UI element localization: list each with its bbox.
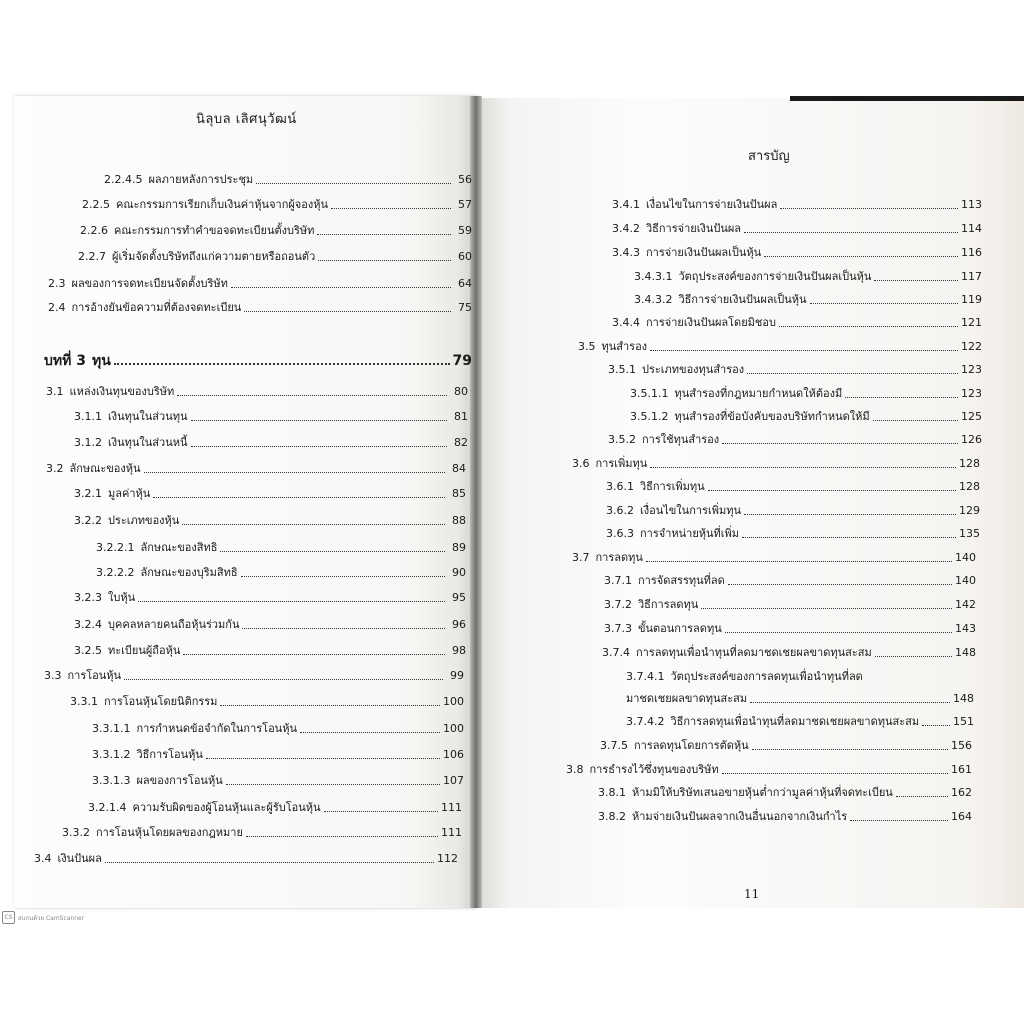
toc-entry-number: 3.8 xyxy=(566,763,584,776)
toc-entry-number: 3.2.2 xyxy=(74,514,102,527)
toc-entry-title: การจ่ายเงินปันผลเป็นหุ้น xyxy=(646,246,762,259)
toc-entry-title: วิธีการลดทุน xyxy=(638,598,699,611)
toc-entry xyxy=(598,780,972,800)
toc-entry-number: 3.2.2.1 xyxy=(96,541,135,554)
toc-entry-title: เงินทุนในส่วนทุน xyxy=(108,410,188,423)
toc-entry-title: ทะเบียนผู้ถือหุ้น xyxy=(108,644,181,657)
toc-entry-page: 82 xyxy=(454,436,468,449)
toc-entry-leader-dots xyxy=(241,575,445,577)
toc-entry-title: วิธีการลดทุนเพื่อนำทุนที่ลดมาชดเชยผลขาดทุนสะสม xyxy=(670,715,920,728)
toc-entry-title: การโอนหุ้นโดยนิติกรรม xyxy=(104,695,218,708)
toc-entry-title: มาชดเชยผลขาดทุนสะสม xyxy=(626,692,748,705)
toc-entry xyxy=(46,379,468,399)
toc-entry-page: 112 xyxy=(437,852,458,865)
toc-entry xyxy=(74,481,466,501)
toc-entry-title: ผลของการโอนหุ้น xyxy=(136,774,223,787)
toc-entry-title: การจัดสรรทุนที่ลด xyxy=(638,574,725,587)
toc-entry-leader-dots xyxy=(206,757,440,759)
toc-entry-page: 129 xyxy=(959,504,980,517)
toc-entry-page: 99 xyxy=(450,669,464,682)
toc-entry-number: 3.7.1 xyxy=(604,574,632,587)
toc-entry-title: การจำหน่ายหุ้นที่เพิ่ม xyxy=(640,527,740,540)
toc-entry xyxy=(92,768,464,788)
toc-entry-number: 3.1 xyxy=(46,385,64,398)
toc-entry-title: เงื่อนไขในการจ่ายเงินปันผล xyxy=(646,198,778,211)
toc-entry-leader-dots xyxy=(744,513,956,515)
toc-entry-page: 60 xyxy=(458,250,472,263)
toc-entry-leader-dots xyxy=(317,233,451,235)
toc-entry-title: วัตถุประสงค์ของการลดทุนเพื่อนำทุนที่ลด xyxy=(670,670,863,683)
toc-entry-title: ทุนสำรองที่ข้อบังคับของบริษัทกำหนดให้มี xyxy=(674,410,870,423)
toc-entry-leader-dots xyxy=(177,394,447,396)
toc-entry-title: ผลภายหลังการประชุม xyxy=(148,173,254,186)
toc-entry-title: คณะกรรมการทำคำขอจดทะเบียนตั้งบริษัท xyxy=(114,224,315,237)
toc-entry xyxy=(634,264,982,284)
toc-entry-page: 122 xyxy=(961,340,982,353)
toc-entry-title: การโอนหุ้น xyxy=(67,669,122,682)
toc-entry-title: ลักษณะของบุริมสิทธิ xyxy=(140,566,238,579)
toc-entry-page: 123 xyxy=(961,363,982,376)
toc-entry xyxy=(96,535,466,555)
toc-entry-number: 3.7.5 xyxy=(600,739,628,752)
toc-entry-title: ใบหุ้น xyxy=(108,591,136,604)
toc-entry xyxy=(578,334,982,354)
toc-entry-leader-dots xyxy=(318,259,451,261)
toc-entry-page: 59 xyxy=(458,224,472,237)
toc-entry xyxy=(630,381,982,401)
toc-entry-page: 106 xyxy=(443,748,464,761)
toc-entry-page: 88 xyxy=(452,514,466,527)
toc-entry-leader-dots xyxy=(850,819,948,821)
toc-entry-title: ทุนสำรองที่กฎหมายกำหนดให้ต้องมี xyxy=(674,387,843,400)
toc-entry-number: 3.2.3 xyxy=(74,591,102,604)
toc-entry-number: 3.6.2 xyxy=(606,504,634,517)
toc-entry-title: ประเภทของทุนสำรอง xyxy=(642,363,745,376)
toc-entry-page: 96 xyxy=(452,618,466,631)
toc-entry xyxy=(96,560,466,580)
toc-entry-leader-dots xyxy=(231,286,451,288)
toc-entry-title: วิธีการโอนหุ้น xyxy=(136,748,203,761)
toc-entry-leader-dots xyxy=(244,310,451,312)
toc-entry-title: การโอนหุ้นโดยผลของกฎหมาย xyxy=(96,826,243,839)
toc-entry-leader-dots xyxy=(708,489,956,491)
toc-entry xyxy=(566,757,972,777)
toc-entry xyxy=(606,521,980,541)
toc-entry-title: การจ่ายเงินปันผลโดยมิชอบ xyxy=(646,316,776,329)
toc-entry-number: 3.2.2.2 xyxy=(96,566,135,579)
toc-entry-number: 3.7 xyxy=(572,551,590,564)
toc-entry-number: 3.3.1.1 xyxy=(92,722,131,735)
toc-entry-title: การเพิ่มทุน xyxy=(595,457,648,470)
toc-entry xyxy=(74,404,468,424)
right-page-number: 11 xyxy=(744,887,760,901)
toc-entry-leader-dots xyxy=(220,550,445,552)
toc-entry xyxy=(62,820,462,840)
scanner-watermark-text: สแกนด้วย CamScanner xyxy=(18,914,85,922)
toc-entry-number: 3.7.4 xyxy=(602,646,630,659)
toc-entry-page: 95 xyxy=(452,591,466,604)
toc-entry xyxy=(606,474,980,494)
toc-entry xyxy=(612,240,982,260)
toc-entry-page: 98 xyxy=(452,644,466,657)
toc-entry-number: 3.7.3 xyxy=(604,622,632,635)
toc-entry-leader-dots xyxy=(875,655,952,657)
toc-entry-page: 111 xyxy=(441,826,462,839)
toc-entry xyxy=(604,592,976,612)
toc-entry xyxy=(572,451,980,471)
toc-entry-title: เงื่อนไขในการเพิ่มทุน xyxy=(640,504,741,517)
toc-entry-title: ผลของการจดทะเบียนจัดตั้งบริษัท xyxy=(71,277,228,290)
toc-entry-title: ลักษณะของสิทธิ xyxy=(140,541,218,554)
toc-entry-number: 3.7.2 xyxy=(604,598,632,611)
toc-entry-page: 151 xyxy=(953,715,974,728)
toc-entry-leader-dots xyxy=(226,783,440,785)
toc-entry xyxy=(608,357,982,377)
toc-entry-number: 2.2.6 xyxy=(80,224,108,237)
toc-entry-leader-dots xyxy=(153,496,445,498)
toc-entry xyxy=(602,640,976,660)
toc-entry-number: 3.6.3 xyxy=(606,527,634,540)
toc-entry-page: 114 xyxy=(961,222,982,235)
toc-entry-leader-dots xyxy=(725,631,952,633)
toc-entry-page: 125 xyxy=(961,410,982,423)
toc-entry-number: 3.5.1.1 xyxy=(630,387,669,400)
toc-entry-title: การธำรงไว้ซึ่งทุนของบริษัท xyxy=(589,763,719,776)
toc-entry-title: แหล่งเงินทุนของบริษัท xyxy=(69,385,175,398)
toc-entry xyxy=(606,498,980,518)
toc-entry xyxy=(604,568,976,588)
toc-entry-page: 162 xyxy=(951,786,972,799)
toc-entry-number: 3.1.1 xyxy=(74,410,102,423)
toc-entry-number: 2.2.4.5 xyxy=(104,173,143,186)
toc-entry-leader-dots xyxy=(646,560,952,562)
toc-entry xyxy=(612,216,982,236)
toc-entry-number: 3.6 xyxy=(572,457,590,470)
toc-entry-leader-dots xyxy=(764,255,958,257)
toc-entry-page: 107 xyxy=(443,774,464,787)
toc-entry-page: 119 xyxy=(961,293,982,306)
toc-entry-leader-dots xyxy=(138,600,445,602)
toc-entry xyxy=(626,709,974,729)
toc-entry-page: 121 xyxy=(961,316,982,329)
toc-entry xyxy=(572,545,976,565)
toc-entry-page: 142 xyxy=(955,598,976,611)
toc-entry xyxy=(48,271,472,291)
toc-entry-number: 3.3.1 xyxy=(70,695,98,708)
toc-entry-page: 100 xyxy=(443,695,464,708)
toc-entry-title: การลดทุนเพื่อนำทุนที่ลดมาชดเชยผลขาดทุนสะสม xyxy=(636,646,872,659)
toc-entry-title: ขั้นตอนการลดทุน xyxy=(638,622,722,635)
toc-entry-page: 64 xyxy=(458,277,472,290)
toc-entry-number: 3.6.1 xyxy=(606,480,634,493)
toc-entry-number: 3.1.2 xyxy=(74,436,102,449)
toc-entry-title: ความรับผิดของผู้โอนหุ้นและผู้รับโอนหุ้น xyxy=(132,801,321,814)
toc-entry-page: 128 xyxy=(959,457,980,470)
toc-entry-page: 135 xyxy=(959,527,980,540)
toc-entry xyxy=(46,456,466,476)
toc-entry-page: 75 xyxy=(458,301,472,314)
toc-entry-page: 57 xyxy=(458,198,472,211)
toc-entry-page: 148 xyxy=(953,692,974,705)
toc-entry-page: 81 xyxy=(454,410,468,423)
toc-entry-page: 161 xyxy=(951,763,972,776)
toc-entry-title: การลดทุนโดยการตัดหุ้น xyxy=(634,739,749,752)
left-page-header-author: นิลุบล เลิศนุวัฒน์ xyxy=(196,112,297,127)
toc-entry xyxy=(604,616,976,636)
toc-entry-page: 117 xyxy=(961,270,982,283)
toc-entry-leader-dots xyxy=(896,795,948,797)
toc-entry-number: 3.3 xyxy=(44,669,62,682)
toc-entry-leader-dots xyxy=(779,325,958,327)
toc-entry-number: 3.8.1 xyxy=(598,786,626,799)
toc-entry xyxy=(104,167,472,187)
toc-entry-page: 80 xyxy=(454,385,468,398)
toc-entry xyxy=(80,218,472,238)
toc-entry-title: เงินปันผล xyxy=(57,852,102,865)
toc-entry-page: 143 xyxy=(955,622,976,635)
toc-entry-leader-dots xyxy=(300,731,440,733)
toc-entry-title: ห้ามมิให้บริษัทเสนอขายหุ้นต่ำกว่ามูลค่าหุ้นที่จดทะเบียน xyxy=(632,786,893,799)
toc-entry-title: วิธีการเพิ่มทุน xyxy=(640,480,705,493)
toc-entry-number: บทที่ 3 xyxy=(44,353,86,369)
toc-entry-number: 3.4.3 xyxy=(612,246,640,259)
toc-entry-leader-dots xyxy=(144,471,445,473)
camscanner-logo-icon: CS xyxy=(2,911,15,924)
toc-entry-page: 128 xyxy=(959,480,980,493)
scanner-watermark xyxy=(2,911,84,924)
toc-entry-leader-dots xyxy=(744,231,958,233)
toc-entry-number: 3.7.4.1 xyxy=(626,670,665,683)
toc-entry-number: 3.7.4.2 xyxy=(626,715,665,728)
toc-entry-leader-dots xyxy=(922,724,950,726)
toc-entry-number: 3.2.1.4 xyxy=(88,801,127,814)
toc-entry-leader-dots xyxy=(246,835,438,837)
toc-entry-page: 164 xyxy=(951,810,972,823)
toc-entry-leader-dots xyxy=(810,302,958,304)
toc-entry-leader-dots xyxy=(780,207,958,209)
toc-entry-number: 3.2.5 xyxy=(74,644,102,657)
toc-entry-number: 3.4.3.2 xyxy=(634,293,673,306)
toc-entry-number: 3.3.2 xyxy=(62,826,90,839)
toc-entry-page: 111 xyxy=(441,801,462,814)
toc-entry xyxy=(78,244,472,264)
toc-entry-number: 3.4.3.1 xyxy=(634,270,673,283)
right-page-header-title: สารบัญ xyxy=(748,149,790,164)
toc-entry-leader-dots xyxy=(331,207,451,209)
toc-entry-page: 116 xyxy=(961,246,982,259)
toc-entry-number: 3.4.2 xyxy=(612,222,640,235)
toc-entry-number: 3.5.1.2 xyxy=(630,410,669,423)
toc-entry-title: ประเภทของหุ้น xyxy=(108,514,180,527)
toc-entry-leader-dots xyxy=(728,583,952,585)
toc-entry-page: 140 xyxy=(955,574,976,587)
toc-entry-number: 3.3.1.2 xyxy=(92,748,131,761)
toc-entry-title: การใช้ทุนสำรอง xyxy=(642,433,720,446)
toc-entry-number: 3.2.1 xyxy=(74,487,102,500)
toc-entry-page: 84 xyxy=(452,462,466,475)
toc-entry-leader-dots xyxy=(191,419,448,421)
toc-entry-page: 85 xyxy=(452,487,466,500)
toc-entry xyxy=(74,612,466,632)
toc-entry-title: ทุน xyxy=(91,353,111,369)
toc-entry-title: บุคคลหลายคนถือหุ้นร่วมกัน xyxy=(108,618,240,631)
toc-entry xyxy=(44,663,464,683)
toc-entry-page: 148 xyxy=(955,646,976,659)
toc-entry-leader-dots xyxy=(220,704,440,706)
toc-entry-leader-dots xyxy=(324,810,438,812)
toc-entry-number: 2.2.7 xyxy=(78,250,106,263)
page-edge-shadow xyxy=(790,96,1024,101)
toc-entry-leader-dots xyxy=(874,279,958,281)
toc-entry-title: การกำหนดข้อจำกัดในการโอนหุ้น xyxy=(136,722,297,735)
toc-entry-leader-dots xyxy=(701,607,952,609)
toc-entry xyxy=(612,310,982,330)
toc-entry xyxy=(634,287,982,307)
toc-entry xyxy=(48,295,472,315)
toc-entry xyxy=(70,689,464,709)
toc-entry-title: วัตถุประสงค์ของการจ่ายเงินปันผลเป็นหุ้น xyxy=(678,270,872,283)
toc-entry-page: 89 xyxy=(452,541,466,554)
toc-entry-number: 3.4.4 xyxy=(612,316,640,329)
toc-entry xyxy=(626,686,974,706)
toc-entry-title: มูลค่าหุ้น xyxy=(108,487,151,500)
toc-entry-page: 123 xyxy=(961,387,982,400)
toc-entry-page: 56 xyxy=(458,173,472,186)
toc-entry-leader-dots xyxy=(722,442,958,444)
toc-entry-number: 3.5.1 xyxy=(608,363,636,376)
toc-entry-number: 3.3.1.3 xyxy=(92,774,131,787)
toc-entry-leader-dots xyxy=(191,445,448,447)
toc-entry-leader-dots xyxy=(183,653,445,655)
toc-entry-leader-dots xyxy=(650,349,958,351)
toc-entry xyxy=(608,427,982,447)
toc-entry-page: 79 xyxy=(452,353,472,369)
toc-entry-page: 100 xyxy=(443,722,464,735)
toc-entry-number: 2.2.5 xyxy=(82,198,110,211)
toc-entry xyxy=(82,192,472,212)
toc-entry-leader-dots xyxy=(114,362,450,365)
toc-entry xyxy=(74,430,468,450)
toc-entry xyxy=(630,404,982,424)
toc-entry-title: การอ้างยันข้อความที่ต้องจดทะเบียน xyxy=(71,301,242,314)
toc-entry-leader-dots xyxy=(650,466,956,468)
toc-entry xyxy=(74,508,466,528)
toc-entry-number: 3.4 xyxy=(34,852,52,865)
toc-entry-title: เงินทุนในส่วนหนี้ xyxy=(108,436,188,449)
toc-entry-leader-dots xyxy=(722,772,948,774)
toc-entry-title: การลดทุน xyxy=(595,551,643,564)
toc-entry-page: 90 xyxy=(452,566,466,579)
toc-entry-leader-dots xyxy=(256,182,451,184)
toc-entry xyxy=(626,664,886,684)
toc-entry-leader-dots xyxy=(750,701,950,703)
toc-entry-leader-dots xyxy=(845,396,958,398)
toc-entry xyxy=(34,846,458,866)
toc-entry xyxy=(74,585,466,605)
toc-entry-number: 3.2.4 xyxy=(74,618,102,631)
toc-entry-leader-dots xyxy=(105,861,434,863)
toc-entry-number: 3.5 xyxy=(578,340,596,353)
toc-entry-page: 156 xyxy=(951,739,972,752)
toc-entry-title: วิธีการจ่ายเงินปันผล xyxy=(646,222,742,235)
toc-entry-page: 113 xyxy=(961,198,982,211)
toc-entry-number: 3.5.2 xyxy=(608,433,636,446)
toc-entry xyxy=(74,638,466,658)
toc-entry-number: 2.4 xyxy=(48,301,66,314)
toc-entry-leader-dots xyxy=(242,627,445,629)
toc-entry-title: ลักษณะของหุ้น xyxy=(69,462,141,475)
toc-entry-title: คณะกรรมการเรียกเก็บเงินค่าหุ้นจากผู้จองหุ้น xyxy=(116,198,328,211)
toc-entry-title: ผู้เริ่มจัดตั้งบริษัทถึงแก่ความตายหรือถอนตัว xyxy=(112,250,316,263)
toc-entry xyxy=(600,733,972,753)
toc-entry xyxy=(88,795,462,815)
toc-entry-title: ห้ามจ่ายเงินปันผลจากเงินอื่นนอกจากเงินกำไร xyxy=(632,810,848,823)
toc-entry xyxy=(612,192,982,212)
toc-entry-leader-dots xyxy=(742,536,956,538)
toc-entry-leader-dots xyxy=(124,678,443,680)
toc-entry xyxy=(92,716,464,736)
toc-entry xyxy=(44,348,472,368)
toc-entry-number: 2.3 xyxy=(48,277,66,290)
toc-entry-leader-dots xyxy=(747,372,958,374)
toc-entry-number: 3.8.2 xyxy=(598,810,626,823)
toc-entry xyxy=(92,742,464,762)
toc-entry-page: 140 xyxy=(955,551,976,564)
toc-entry-title: วิธีการจ่ายเงินปันผลเป็นหุ้น xyxy=(678,293,807,306)
toc-entry-leader-dots xyxy=(752,748,948,750)
toc-entry-page: 126 xyxy=(961,433,982,446)
toc-entry-number: 3.2 xyxy=(46,462,64,475)
toc-entry-number: 3.4.1 xyxy=(612,198,640,211)
toc-entry xyxy=(598,804,972,824)
toc-entry-leader-dots xyxy=(873,419,958,421)
toc-entry-title: ทุนสำรอง xyxy=(601,340,648,353)
toc-entry-leader-dots xyxy=(182,523,445,525)
